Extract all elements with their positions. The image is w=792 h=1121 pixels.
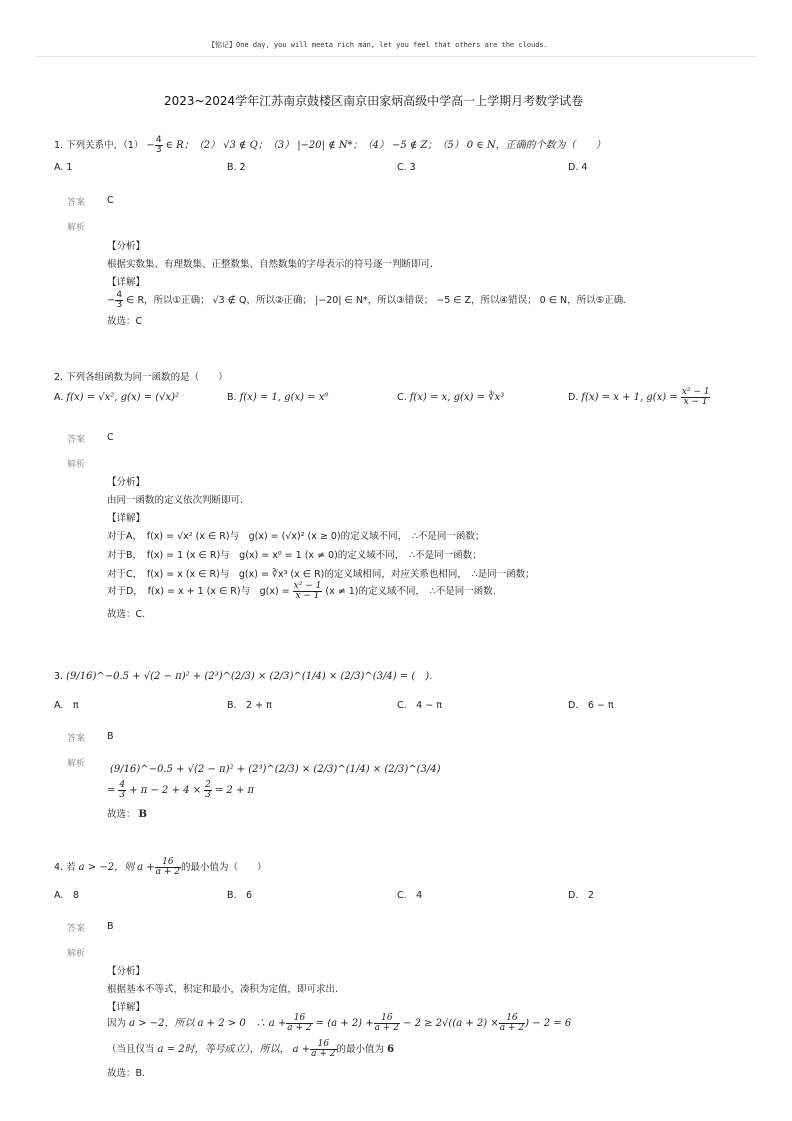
document-title: 2023~2024学年江苏南京鼓楼区南京田家炳高级中学高一上学期月考数学试卷 — [164, 94, 584, 108]
question-3-stem — [54, 667, 432, 682]
q3-solution-part: + π − 2 + 4 × — [129, 785, 202, 796]
q1-xiangjie-label: 【详解】 — [107, 277, 146, 288]
question-4-stem — [54, 858, 267, 877]
q1-conclusion: 故选：C — [107, 316, 143, 327]
q4-answer-label: 答案 — [67, 924, 86, 934]
q2-answer-value: C — [107, 432, 114, 443]
q1-answer-value: C — [107, 195, 114, 206]
q1-fenxi-label: 【分析】 — [107, 241, 146, 252]
q3-option-a: A. π — [54, 700, 79, 711]
q2-detail-line-b: 对于B， f(x) = 1 (x ∈ R)与 g(x) = x⁰ = 1 (x ≠ 0)的定义域不同， ∴不是同一函数； — [107, 550, 482, 561]
q4-fenxi-text: 根据基本不等式，积定和最小，凑积为定值，即可求出. — [107, 984, 339, 995]
q2-option-label: B. — [227, 392, 237, 403]
q2-option-expr: f(x) = x, g(x) = ∛x³ — [409, 392, 505, 403]
q3-option-d: D. 6 − π — [568, 700, 614, 711]
q2-option-label: A. — [54, 392, 64, 403]
header-divider — [36, 56, 756, 57]
q2-option-d-fraction: $\frac{\text{x² − 1}}{x - 1}$ — [681, 387, 710, 407]
q1-stem-part: 1. 下列关系中，（1） — [54, 140, 144, 151]
q4-detail-part: （当且仅当 — [107, 1044, 155, 1055]
q3-number: 3. — [54, 671, 64, 682]
q1-fenxi-text: 根据实数集、有理数集、正整数集、自然数集的字母表示的符号逐一判断即可. — [107, 259, 434, 270]
q4-detail-part: ) − 2 = 6 — [525, 1018, 572, 1029]
q4-xiangjie-label: 【详解】 — [107, 1002, 146, 1013]
q3-solution-line-2 — [107, 781, 254, 800]
q4-detail-part: a + 2 > 0 ∴ — [197, 1018, 266, 1029]
q4-detail-fraction: $\frac{16}{a + 2}$ — [311, 1039, 336, 1059]
q1-stem-part: −5 ∉ Z；（5） — [391, 140, 464, 151]
q4-detail-part: a = 2时，等号成立），所以， — [157, 1044, 290, 1055]
q1-fraction: $\frac{4}{3}$ — [155, 135, 162, 155]
q1-stem-part: 0 ∈ N，正确的个数为（ ） — [466, 140, 606, 151]
q1-option-b: B. 2 — [227, 162, 246, 173]
q4-detail-part: 6 — [387, 1044, 395, 1055]
q4-answer-value: B — [107, 921, 114, 932]
q4-detail-part: a > −2，所以 — [129, 1018, 195, 1029]
q3-conclusion-part: B — [138, 809, 147, 820]
q3-conclusion-part: 故选： — [107, 809, 136, 820]
q4-stem-part: a > −2，则 — [78, 862, 135, 873]
q1-detail-part: √3 ∉ Q，所以②正确； — [212, 295, 313, 306]
q4-stem-part: 的最小值为（ ） — [181, 862, 267, 873]
q2-option-b — [227, 392, 328, 403]
q2-detail-fraction: $\frac{\text{x² − 1}}{x - 1}$ — [293, 581, 322, 601]
q1-detail-fraction: $\frac{4}{3}$ — [116, 290, 123, 310]
q2-answer-label: 答案 — [67, 435, 86, 445]
q4-stem-part: a + — [137, 862, 155, 873]
question-1-stem — [54, 136, 606, 155]
q1-minus: − — [146, 140, 155, 151]
question-2-stem: 2. 下列各组函数为同一函数的是（ ） — [54, 372, 228, 383]
q3-conclusion — [107, 806, 147, 820]
q4-detail-part: − 2 ≥ 2√((a + 2) × — [403, 1018, 499, 1029]
q1-option-d: D. 4 — [568, 162, 588, 173]
q4-option-d: D. 2 — [568, 890, 594, 901]
q1-stem-part: √3 ∉ Q；（3） — [223, 140, 295, 151]
q1-option-a: A. 1 — [54, 162, 73, 173]
q2-option-c — [397, 392, 504, 403]
q2-option-label: C. — [397, 392, 407, 403]
q3-solution-part: = — [107, 785, 116, 796]
q3-solution-part: = 2 + π — [214, 785, 255, 796]
q4-analysis-label: 解析 — [67, 949, 86, 959]
q3-solution-line-1: (9/16)^−0.5 + √(2 − π)² + (2³)^(2/3) × (2/3)^(1/4) × (2/3)^(3/4) — [110, 764, 441, 775]
q1-analysis-label: 解析 — [67, 223, 86, 233]
q3-answer-value: B — [107, 731, 114, 742]
q1-option-c: C. 3 — [397, 162, 416, 173]
q3-analysis-label: 解析 — [67, 759, 86, 769]
q4-detail-part: 的最小值为 — [336, 1044, 385, 1055]
q1-detail-line — [107, 291, 626, 310]
q3-option-b: B. 2 + π — [227, 700, 272, 711]
q1-stem-part: |−20| ∉ N*；（4） — [297, 140, 389, 151]
q4-detail-part: 因为 — [107, 1018, 127, 1029]
q4-option-b: B. 6 — [227, 890, 253, 901]
q4-fenxi-label: 【分析】 — [107, 966, 146, 977]
q4-option-a: A. 8 — [54, 890, 79, 901]
q2-detail-line-d — [107, 582, 496, 601]
q4-detail-line-1 — [107, 1014, 571, 1033]
q1-detail-part: −5 ∈ Z，所以④错误； — [436, 295, 537, 306]
q2-option-d — [568, 388, 710, 407]
q2-option-expr: f(x) = x + 1, g(x) = — [581, 392, 678, 403]
q2-conclusion: 故选：C. — [107, 609, 146, 620]
q1-stem-part: ∈ R；（2） — [165, 140, 221, 151]
q2-detail-part: 对于D， f(x) = x + 1 (x ∈ R)与 g(x) = — [107, 586, 290, 597]
q2-detail-part: (x ≠ 1)的定义域不同， ∴不是同一函数. — [325, 586, 496, 597]
q3-solution-fraction-2: $\frac{2}{3}$ — [205, 780, 211, 800]
q3-solution-fraction-1: $\frac{4}{3}$ — [119, 780, 126, 800]
q4-detail-part: = (a + 2) + — [315, 1018, 374, 1029]
q2-xiangjie-label: 【详解】 — [107, 513, 146, 524]
q1-detail-part: |−20| ∈ N*，所以③错误； — [315, 295, 434, 306]
q4-conclusion: 故选：B. — [107, 1068, 146, 1079]
q1-detail-part: ∈ R，所以①正确； — [126, 295, 210, 306]
q4-detail-fraction: $\frac{16}{a + 2}$ — [499, 1013, 525, 1033]
q2-option-label: D. — [568, 392, 579, 403]
q3-option-c: C. 4 − π — [397, 700, 442, 711]
q4-detail-part: a + — [268, 1018, 287, 1029]
q2-detail-line-c: 对于C， f(x) = x (x ∈ R)与 g(x) = ∛x³ (x ∈ R)的定义域相同，对应关系也相同， ∴是同一函数； — [107, 569, 535, 580]
q4-detail-line-2 — [107, 1040, 394, 1059]
q2-option-expr: f(x) = √x², g(x) = (√x)² — [66, 392, 180, 403]
q1-minus: − — [107, 295, 116, 306]
q4-stem-part: 4. 若 — [54, 862, 76, 873]
q4-stem-fraction: $\frac{16}{a + 2}$ — [155, 857, 180, 877]
q4-option-c: C. 4 — [397, 890, 423, 901]
page-header-motto: 【铭记】One day, you will meeta rich man, let you feel that others are the clouds. — [208, 41, 548, 49]
q4-detail-fraction: $\frac{16}{a + 2}$ — [374, 1013, 399, 1033]
q2-option-expr: f(x) = 1, g(x) = x⁰ — [239, 392, 329, 403]
q2-fenxi-label: 【分析】 — [107, 477, 146, 488]
q3-answer-label: 答案 — [67, 734, 86, 744]
q3-expression: (9/16)^−0.5 + √(2 − π)² + (2³)^(2/3) × (2/3)^(1/4) × (2/3)^(3/4) = ( ). — [66, 671, 433, 682]
q4-detail-fraction: $\frac{16}{a + 2}$ — [287, 1013, 312, 1033]
q1-detail-part: 0 ∈ N，所以⑤正确. — [539, 295, 627, 306]
q2-option-a — [54, 392, 179, 403]
q2-detail-line-a: 对于A， f(x) = √x² (x ∈ R)与 g(x) = (√x)² (x ≥ 0)的定义域不同， ∴不是同一函数； — [107, 531, 485, 542]
q4-detail-part: a + — [292, 1044, 311, 1055]
q2-fenxi-text: 由同一函数的定义依次判断即可. — [107, 495, 244, 506]
q2-analysis-label: 解析 — [67, 460, 86, 470]
q1-answer-label: 答案 — [67, 198, 86, 208]
